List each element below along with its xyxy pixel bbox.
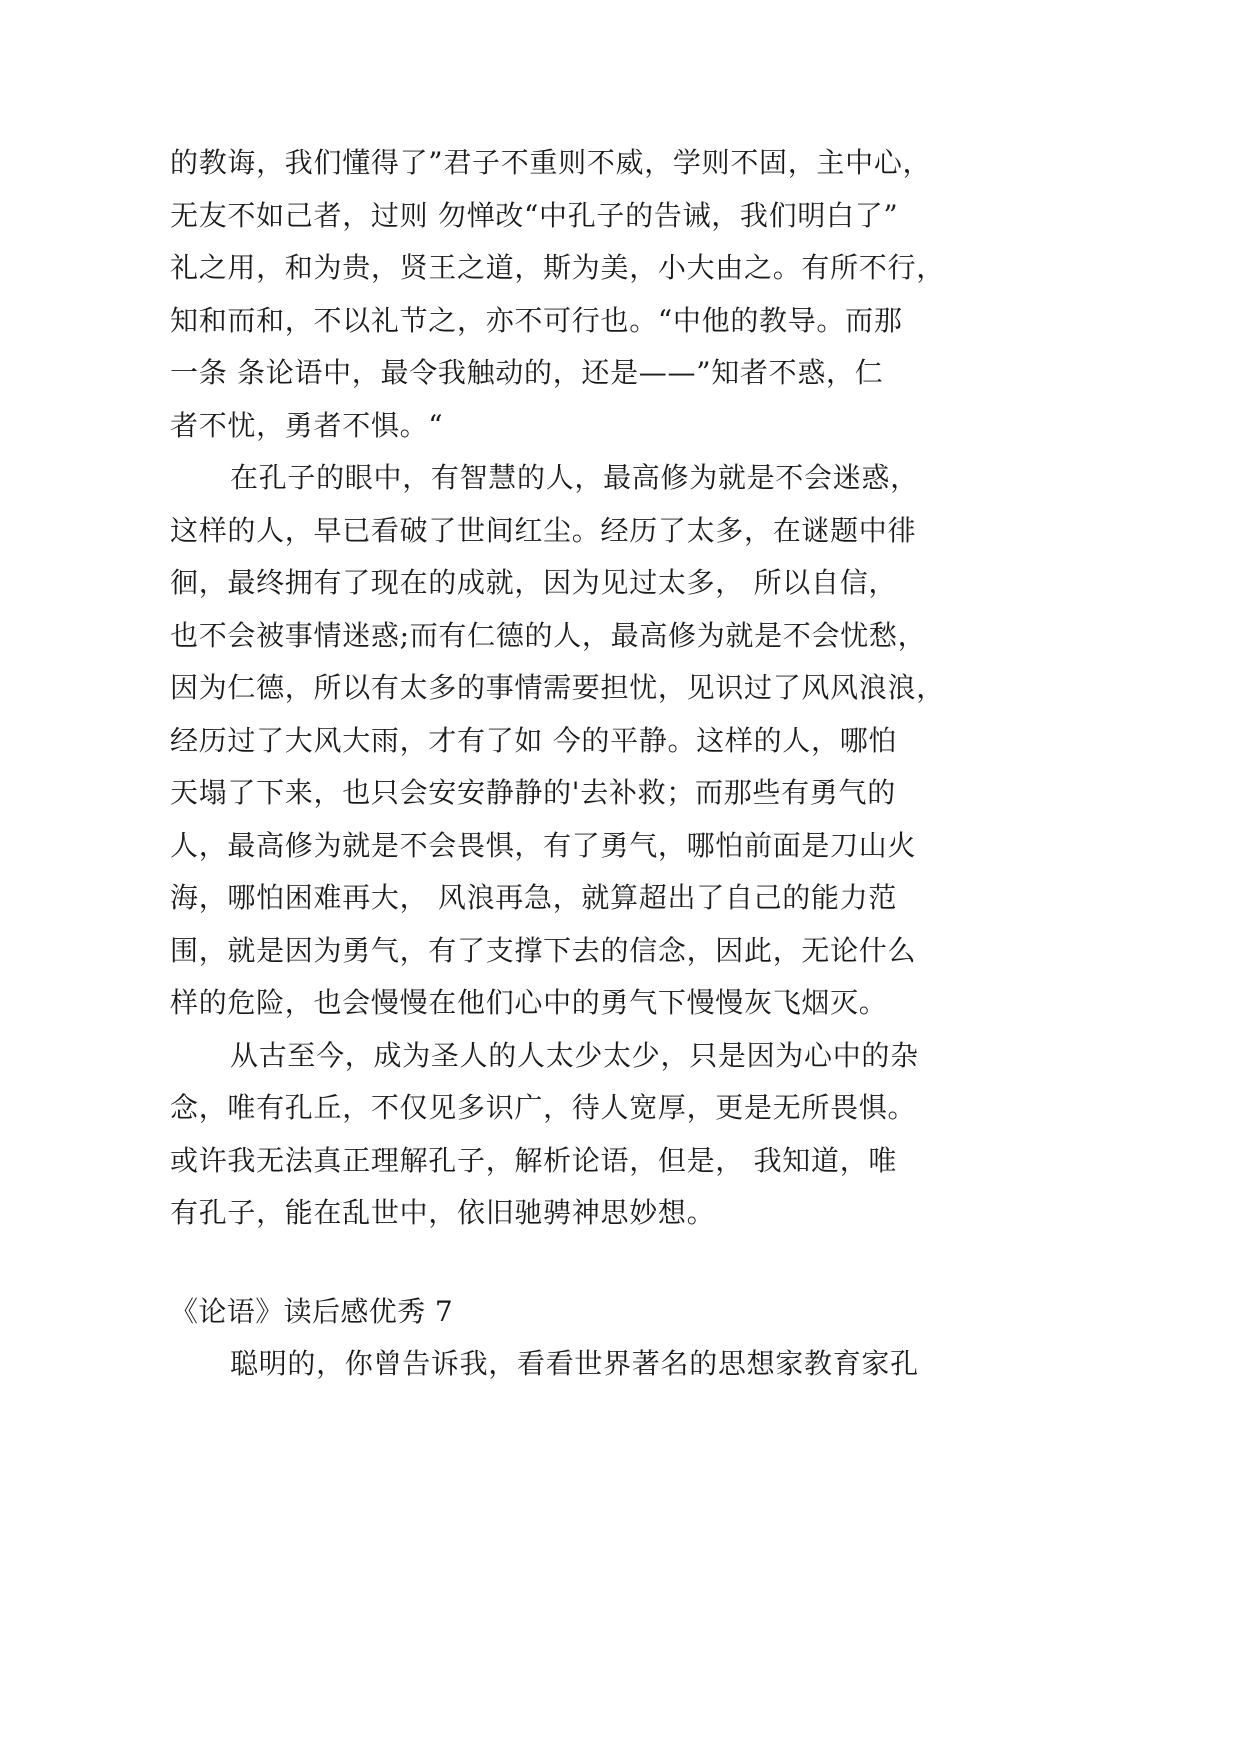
text-line: 的教诲，我们懂得了”君子不重则不威，学则不固，主中心，	[170, 146, 932, 179]
text-line: 这样的人，早已看破了世间红尘。经历了太多，在谜题中徘	[170, 513, 917, 547]
text-line: 经历过了大风大雨，才有了如 今的平静。这样的人，哪怕	[170, 723, 898, 757]
text-line: 一条 条论语中，最令我触动的，还是——”知者不惑，仁	[170, 356, 884, 389]
text-line: 也不会被事情迷惑;而有仁德的人，最高修为就是不会忧愁，	[170, 618, 927, 652]
text-line: 礼之用，和为贵，贤王之道，斯为美，小大由之。有所不行，	[170, 251, 945, 284]
text-line: 知和而和，不以礼节之，亦不可行也。“中他的教导。而那	[170, 303, 903, 337]
text-line: 天塌了下来，也只会安安静静的'去补救；而那些有勇气的	[170, 776, 896, 809]
paragraph-2	[170, 452, 970, 1030]
text-line: 聪明的，你曾告诉我，看看世界著名的思想家教育家孔	[230, 1347, 919, 1380]
text-line: 围，就是因为勇气，有了支撑下去的信念，因此，无论什么	[170, 933, 917, 967]
section-heading: 《论语》读后感优秀 7	[170, 1294, 454, 1328]
text-line: 者不忧，勇者不惧。“	[170, 408, 444, 442]
text-line: 徊，最终拥有了现在的成就，因为见过太多， 所以自信，	[170, 566, 898, 599]
text-line: 海，哪怕困难再大， 风浪再急，就算超出了自己的能力范	[170, 881, 898, 914]
text-line: 在孔子的眼中，有智慧的人，最高修为就是不会迷惑，	[230, 461, 919, 494]
text-line: 念，唯有孔丘，不仅见多识广，待人宽厚，更是无所畏惧。	[170, 1091, 917, 1124]
text-line: 因为仁德，所以有太多的事情需要担忧，见识过了风风浪浪，	[170, 671, 945, 704]
paragraph-1	[170, 137, 970, 452]
document-body	[170, 137, 970, 1391]
text-line: 从古至今，成为圣人的人太少太少，只是因为心中的杂	[230, 1038, 919, 1072]
text-line: 人，最高修为就是不会畏惧，有了勇气，哪怕前面是刀山火	[170, 828, 917, 862]
paragraph-4	[170, 1338, 970, 1391]
paragraph-3	[170, 1030, 970, 1240]
text-line: 或许我无法真正理解孔子，解析论语，但是， 我知道，唯	[170, 1143, 898, 1177]
text-line: 样的危险，也会慢慢在他们心中的勇气下慢慢灰飞烟灭。	[170, 986, 888, 1019]
text-line: 有孔子，能在乱世中，依旧驰骋神思妙想。	[170, 1196, 716, 1229]
text-line: 无友不如己者，过则 勿惮改“中孔子的告诫，我们明白了”	[170, 198, 899, 232]
